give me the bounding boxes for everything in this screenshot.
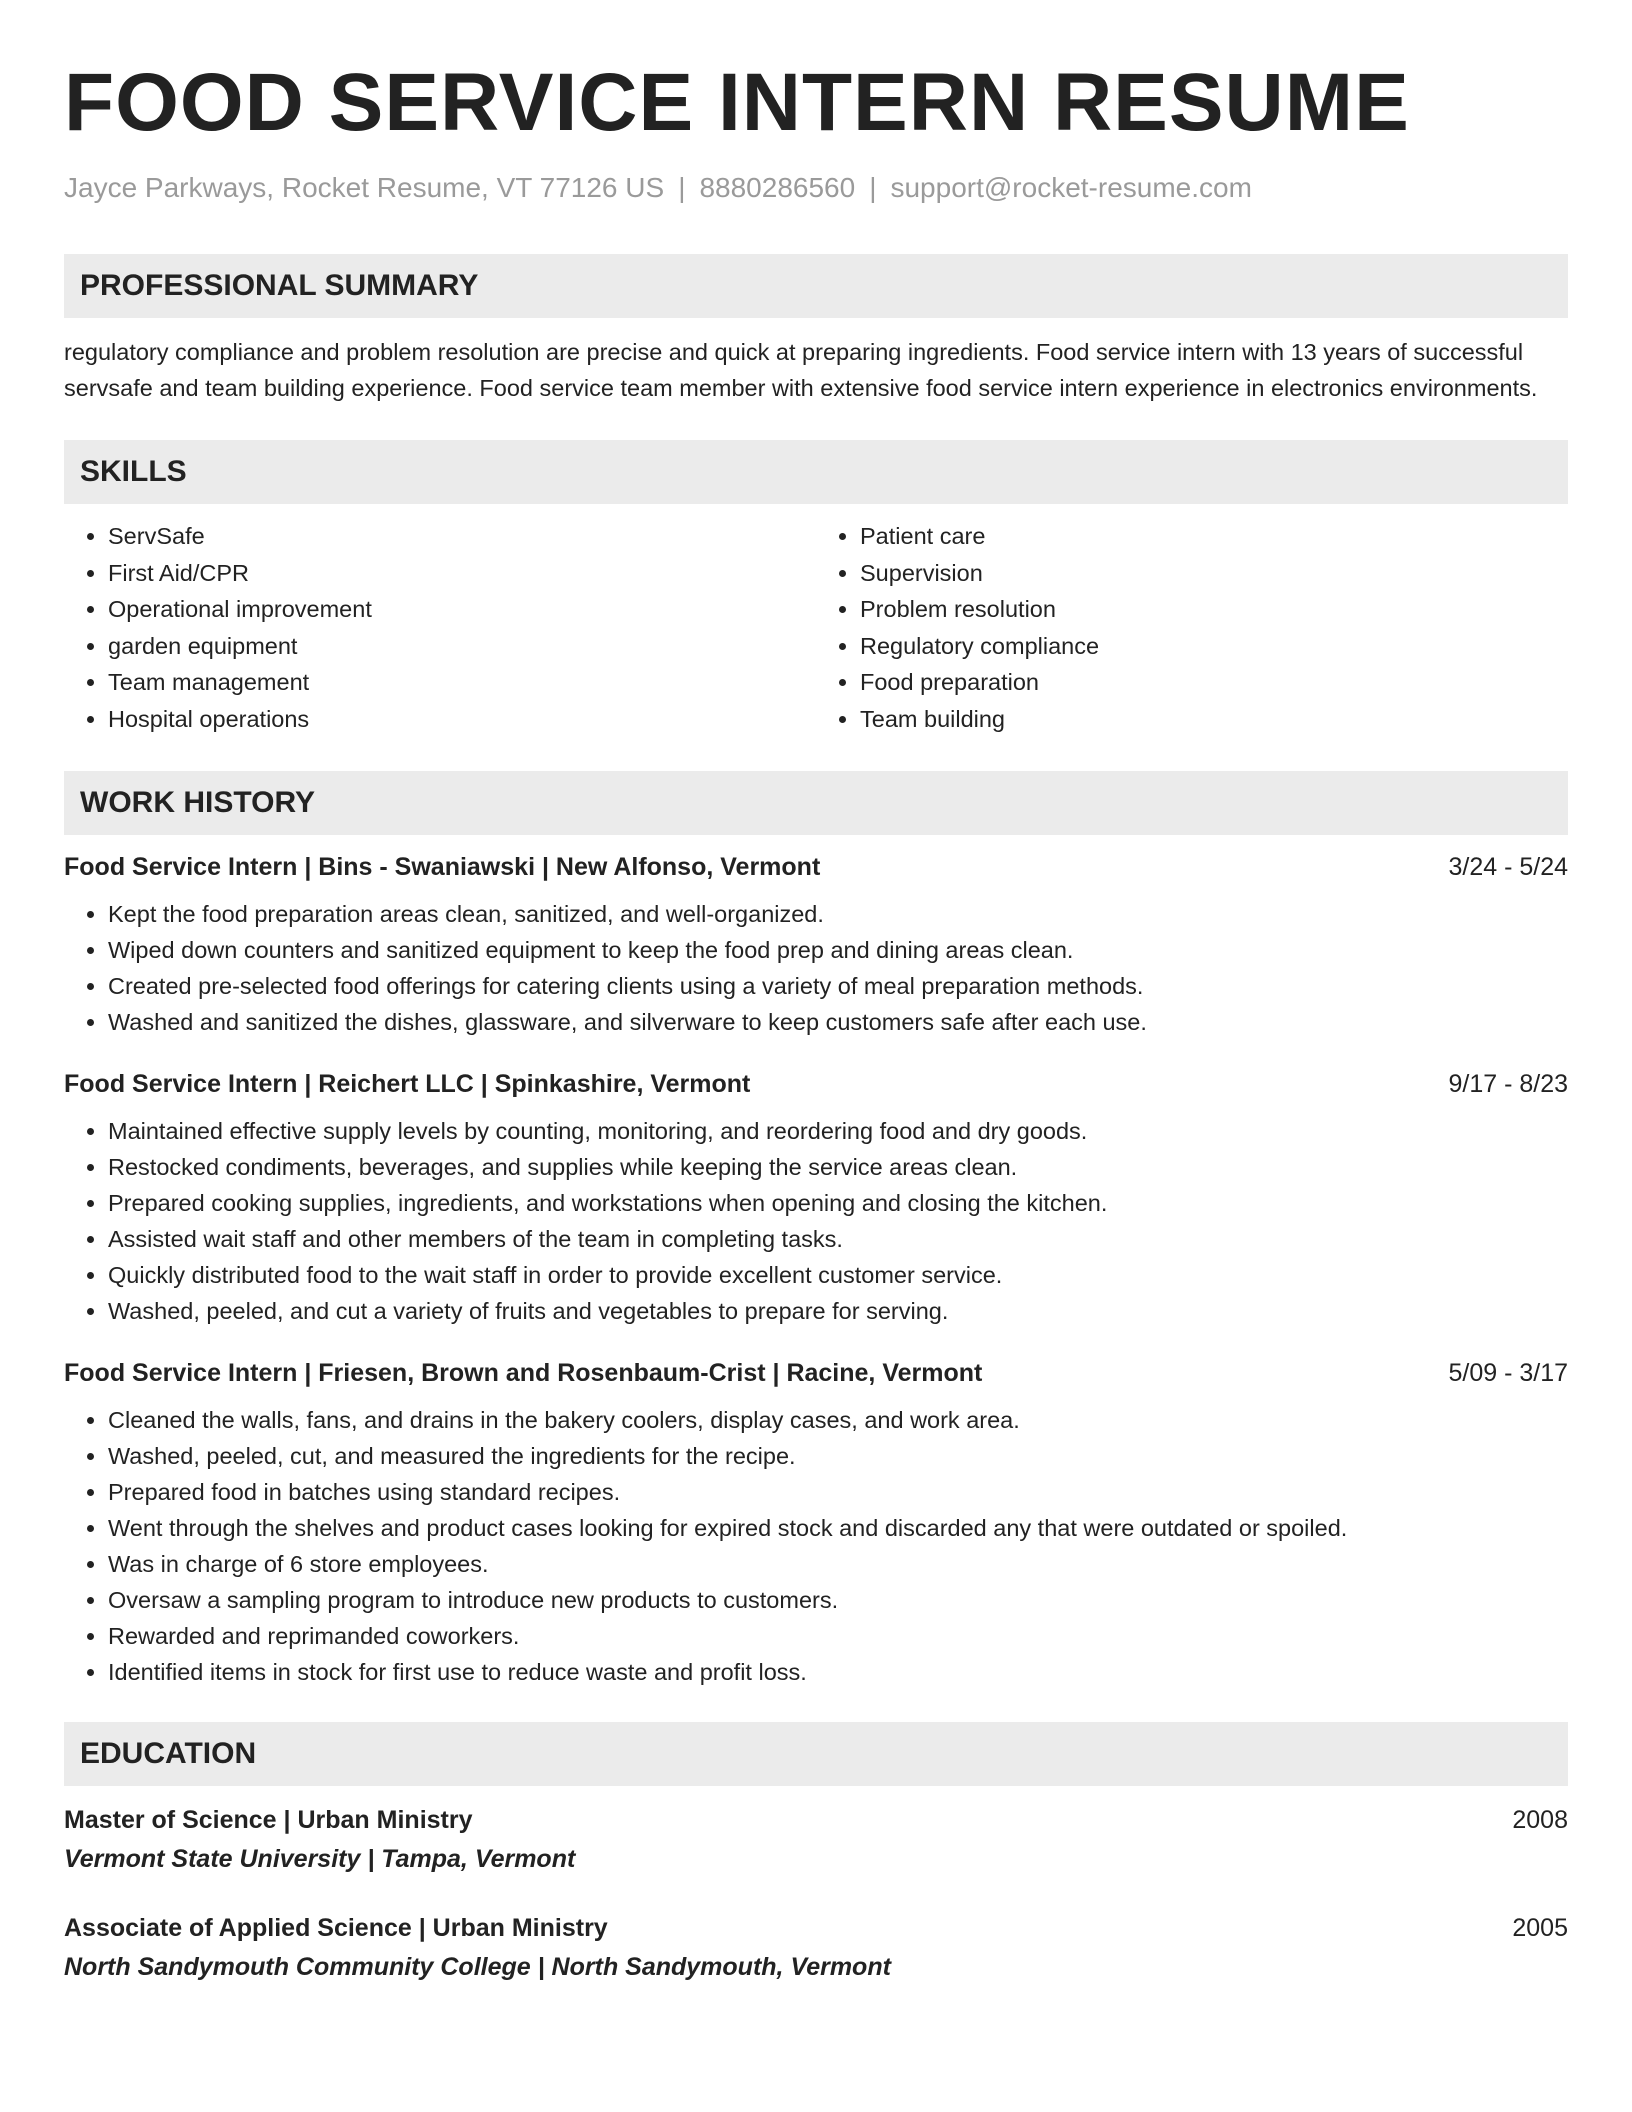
education-degree: Associate of Applied Science | Urban Ministry [64, 1914, 608, 1942]
job-bullets [64, 1402, 1568, 1690]
job-bullet: • Prepared cooking supplies, ingredients, and workstations when opening and closing the kitchen. [108, 1185, 1568, 1221]
summary-section-title: PROFESSIONAL SUMMARY [80, 269, 479, 302]
job-bullet: • Washed, peeled, cut, and measured the ingredients for the recipe. [108, 1438, 1568, 1474]
job-entry [64, 1359, 1568, 1690]
contact-line [64, 174, 1568, 202]
job-bullet: • Cleaned the walls, fans, and drains in the bakery coolers, display cases, and work area. [108, 1402, 1568, 1438]
skill-item: • Operational improvement [108, 591, 816, 628]
summary-text: regulatory compliance and problem resolution are precise and quick at preparing ingredients. Food service intern with 13 years of successful servsafe and team building experience. Food service team member with extensive food service intern experience in electronics environments. [64, 339, 1538, 401]
resume-title: FOOD SERVICE INTERN RESUME [64, 57, 1410, 148]
job-bullet: • Oversaw a sampling program to introduce new products to customers. [108, 1582, 1568, 1618]
skill-item: • Supervision [860, 555, 1568, 592]
skill-item: • garden equipment [108, 628, 816, 665]
education-header [64, 1914, 1568, 1943]
job-bullet: • Prepared food in batches using standard recipes. [108, 1474, 1568, 1510]
education-section-title: EDUCATION [80, 1737, 257, 1770]
job-bullet: • Maintained effective supply levels by counting, monitoring, and reordering food and dry goods. [108, 1113, 1568, 1149]
job-bullet: • Quickly distributed food to the wait staff in order to provide excellent customer service. [108, 1257, 1568, 1293]
skill-item: • ServSafe [108, 518, 816, 555]
skills-column-left [64, 518, 816, 737]
work-section-title: WORK HISTORY [80, 786, 316, 819]
job-header [64, 1070, 1568, 1099]
job-bullet: • Washed and sanitized the dishes, glassware, and silverware to keep customers safe after each use. [108, 1004, 1568, 1040]
education-degree: Master of Science | Urban Ministry [64, 1806, 473, 1834]
job-bullets [64, 896, 1568, 1040]
job-bullet: • Rewarded and reprimanded coworkers. [108, 1618, 1568, 1654]
job-bullet: • Restocked condiments, beverages, and supplies while keeping the service areas clean. [108, 1149, 1568, 1185]
education-section-header [64, 1722, 1568, 1786]
job-bullet: • Went through the shelves and product cases looking for expired stock and discarded any that were outdated or spoiled. [108, 1510, 1568, 1546]
education-year: 2008 [1512, 1806, 1568, 1834]
skill-item: • Food preparation [860, 664, 1568, 701]
skills-section-header [64, 440, 1568, 504]
skills-list [64, 518, 1568, 737]
job-header [64, 853, 1568, 882]
skill-item: • Team management [108, 664, 816, 701]
summary-section-header [64, 254, 1568, 318]
contact-email: support@rocket-resume.com [890, 172, 1252, 203]
contact-separator: | [678, 172, 686, 203]
job-dates: 3/24 - 5/24 [1448, 853, 1568, 881]
skill-item: • Hospital operations [108, 701, 816, 738]
job-bullet: • Assisted wait staff and other members of the team in completing tasks. [108, 1221, 1568, 1257]
education-year: 2005 [1512, 1914, 1568, 1942]
skill-item: • Team building [860, 701, 1568, 738]
job-bullets [64, 1113, 1568, 1329]
job-bullet: • Kept the food preparation areas clean, sanitized, and well-organized. [108, 896, 1568, 932]
contact-separator: | [869, 172, 877, 203]
job-heading: Food Service Intern | Reichert LLC | Spinkashire, Vermont [64, 1070, 751, 1098]
work-section-header [64, 771, 1568, 835]
job-bullet: • Identified items in stock for first use to reduce waste and profit loss. [108, 1654, 1568, 1690]
education-school: North Sandymouth Community College | North Sandymouth, Vermont [64, 1953, 891, 1981]
education-header [64, 1806, 1568, 1835]
skill-item: • Patient care [860, 518, 1568, 555]
job-heading: Food Service Intern | Friesen, Brown and Rosenbaum-Crist | Racine, Vermont [64, 1359, 983, 1387]
education-school: Vermont State University | Tampa, Vermont [64, 1845, 576, 1873]
job-bullet: • Wiped down counters and sanitized equipment to keep the food prep and dining areas clean. [108, 932, 1568, 968]
education-entry [64, 1806, 1568, 1874]
job-dates: 5/09 - 3/17 [1448, 1359, 1568, 1387]
job-bullet: • Washed, peeled, and cut a variety of fruits and vegetables to prepare for serving. [108, 1293, 1568, 1329]
job-dates: 9/17 - 8/23 [1448, 1070, 1568, 1098]
skills-column-right [816, 518, 1568, 737]
job-entry [64, 1070, 1568, 1329]
education-entry [64, 1914, 1568, 1982]
contact-phone: 8880286560 [699, 172, 856, 203]
job-bullet: • Was in charge of 6 store employees. [108, 1546, 1568, 1582]
contact-address: Jayce Parkways, Rocket Resume, VT 77126 US [64, 172, 665, 203]
skill-item: • Problem resolution [860, 591, 1568, 628]
job-bullet: • Created pre-selected food offerings for catering clients using a variety of meal preparation methods. [108, 968, 1568, 1004]
job-header [64, 1359, 1568, 1388]
skill-item: • First Aid/CPR [108, 555, 816, 592]
skills-section-title: SKILLS [80, 455, 187, 488]
job-entry [64, 853, 1568, 1040]
job-heading: Food Service Intern | Bins - Swaniawski | New Alfonso, Vermont [64, 853, 821, 881]
skill-item: • Regulatory compliance [860, 628, 1568, 665]
